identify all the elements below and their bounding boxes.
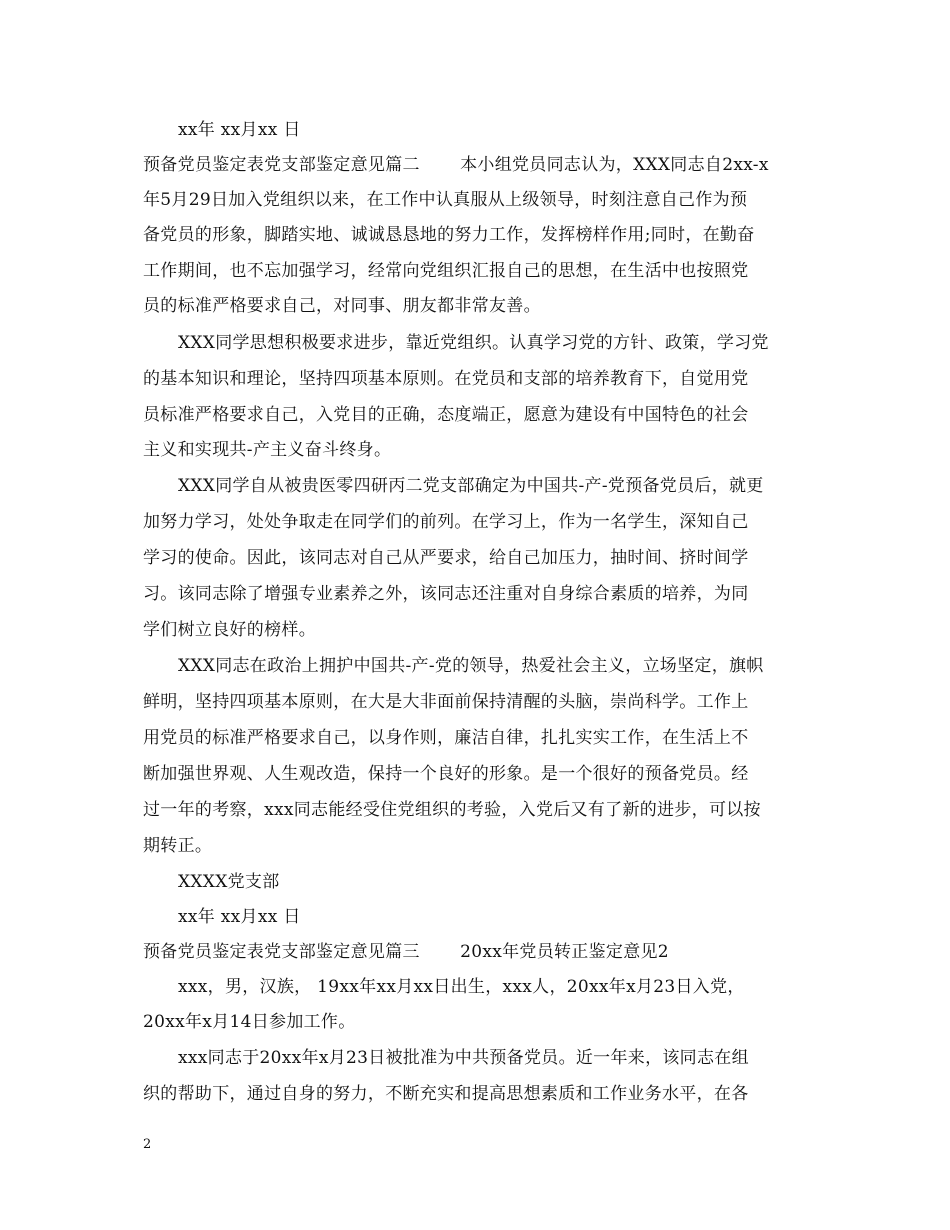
text-line: 工作期间，也不忘加强学习，经常向党组织汇报自己的思想，在生活中也按照党 xyxy=(143,261,749,281)
section-heading-2: 预备党员鉴定表党支部鉴定意见篇二 本小组党员同志认为，XXX同志自2xx-x xyxy=(143,155,769,175)
text-line: 鲜明，坚持四项基本原则，在大是大非面前保持清醒的头脑，崇尚科学。工作上 xyxy=(143,692,749,712)
text-line: 学们树立良好的榜样。 xyxy=(143,620,316,640)
text-line: 断加强世界观、人生观改造，保持一个良好的形象。是一个很好的预备党员。经 xyxy=(143,764,749,784)
date-line: xx年 xx月xx 日 xyxy=(178,907,301,927)
text-line: 年5月29日加入党组织以来，在工作中认真服从上级领导，时刻注意自己作为预 xyxy=(143,190,748,210)
signature-branch: XXXX党支部 xyxy=(178,872,280,892)
text-line: 习。该同志除了增强专业素养之外，该同志还注重对自身综合素质的培养，为同 xyxy=(143,584,749,604)
section-heading-3: 预备党员鉴定表党支部鉴定意见篇三 20xx年党员转正鉴定意见2 xyxy=(143,942,669,962)
text-line: 的基本知识和理论，坚持四项基本原则。在党员和支部的培养教育下，自觉用党 xyxy=(143,369,749,389)
paragraph-start: XXX同学自从被贵医零四研丙二党支部确定为中国共-产-党预备党员后，就更 xyxy=(178,476,764,496)
text-line: 期转正。 xyxy=(143,836,213,856)
text-line: 织的帮助下，通过自身的努力，不断充实和提高思想素质和工作业务水平，在各 xyxy=(143,1084,749,1104)
text-line: 员标准严格要求自己，入党目的正确，态度端正，愿意为建设有中国特色的社会 xyxy=(143,405,749,425)
text-line: 学习的使命。因此，该同志对自己从严要求，给自己加压力，抽时间、挤时间学 xyxy=(143,548,749,568)
text-line: 用党员的标准严格要求自己，以身作则，廉洁自律，扎扎实实工作，在生活上不 xyxy=(143,728,749,748)
paragraph-start: xxx同志于20xx年x月23日被批准为中共预备党员。近一年来，该同志在组 xyxy=(178,1048,749,1068)
text-line: 20xx年x月14日参加工作。 xyxy=(143,1012,356,1032)
paragraph-start: XXX同志在政治上拥护中国共-产-党的领导，热爱社会主义，立场坚定，旗帜 xyxy=(178,656,764,676)
text-line: 员的标准严格要求自己，对同事、朋友都非常友善。 xyxy=(143,296,541,316)
paragraph-start: xxx，男，汉族， 19xx年xx月xx日出生，xxx人，20xx年x月23日入党， xyxy=(178,977,745,997)
page-number: 2 xyxy=(143,1137,152,1152)
text-line: 过一年的考察，xxx同志能经受住党组织的考验，入党后又有了新的进步，可以按 xyxy=(143,800,761,820)
paragraph-start: XXX同学思想积极要求进步，靠近党组织。认真学习党的方针、政策，学习党 xyxy=(178,333,769,353)
text-line: 加努力学习，处处争取走在同学们的前列。在学习上，作为一名学生，深知自己 xyxy=(143,512,749,532)
text-line: 备党员的形象，脚踏实地、诚诚恳恳地的努力工作，发挥榜样作用;同时，在勤奋 xyxy=(143,225,755,245)
date-line: xx年 xx月xx 日 xyxy=(178,120,301,140)
text-line: 主义和实现共-产主义奋斗终身。 xyxy=(143,440,392,460)
